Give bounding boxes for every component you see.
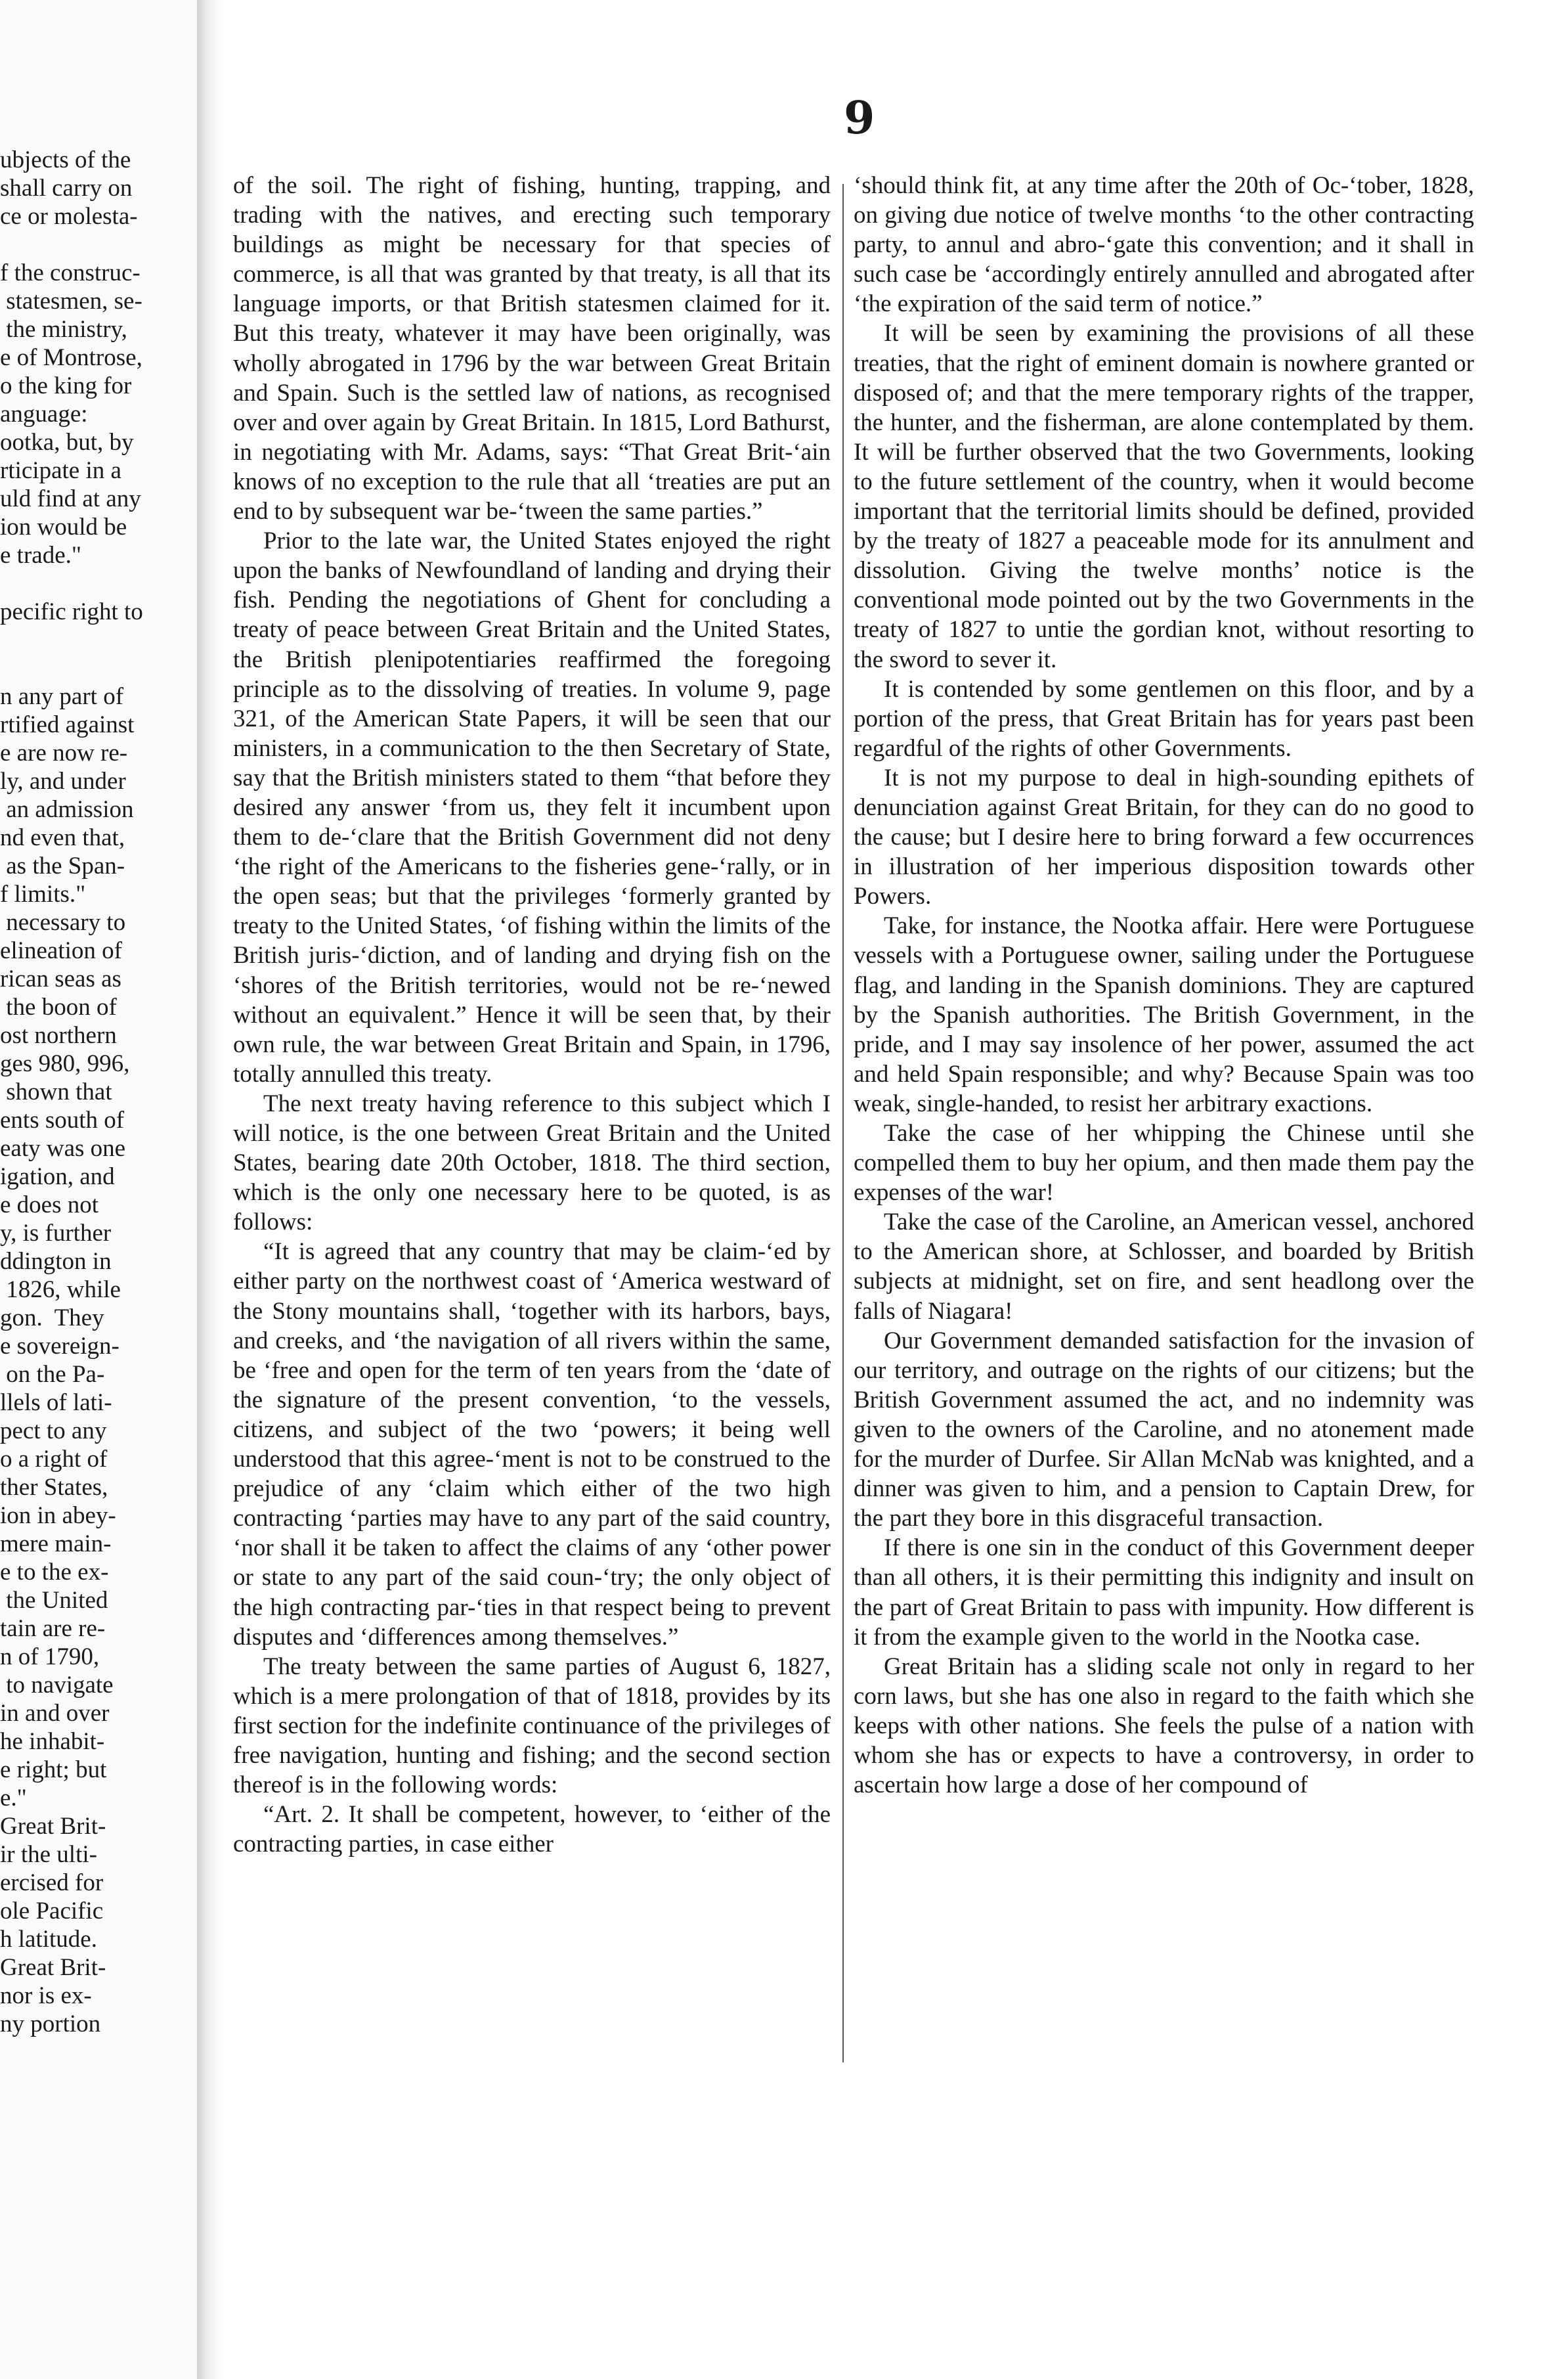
paragraph: Take the case of her whipping the Chinese until she compelled them to buy her opium, and then made them pay the expenses of the war! (854, 1120, 1474, 1207)
facing-page-line: eaty was one (0, 1135, 126, 1162)
facing-page-line: rticipate in a (0, 457, 121, 484)
facing-page-line: llels of lati- (0, 1389, 112, 1416)
text-column-left (233, 171, 831, 1859)
paragraph: “It is agreed that any country that may be claim-‘ed by either party on the northwest coast of ‘America westward of the Stony mountains shall, ‘together with its harbors, bays, and creeks, and ‘the navigation of all rivers within the same, be ‘free and open for the term of ten years from the ‘date of the signature of the present convention, ‘to the vessels, citizens, and subject of the two ‘powers; it being well understood that this agree-‘ment is not to be construed to the prejudice of any ‘claim which either of the two high contracting ‘parties may have to any part of the said country, ‘nor shall it be taken to affect the claims of any ‘other power or state to any part of the said coun-‘try; the only object of the high contracting par-‘ties in that respect being to prevent disputes and ‘differences among themselves.” (233, 1238, 831, 1651)
facing-page-line: as the Span- (0, 853, 125, 879)
facing-page-line: ion in abey- (0, 1502, 116, 1529)
facing-page-line: ly, and under (0, 768, 126, 795)
facing-page-line: ir the ulti- (0, 1841, 97, 1868)
facing-page-line: anguage: (0, 401, 88, 428)
facing-page-line: y, is further (0, 1220, 112, 1247)
page-number: 9 (844, 92, 875, 145)
paragraph: Take, for instance, the Nootka affair. Here were Portuguese vessels with a Portuguese owner, sailing under the Portuguese flag, and landing in the Spanish dominions. They are captured by the Spanish authorities. The British Government, in the pride, and I may say insolence of her power, assumed the act and held Spain responsible; and why? Because Spain was too weak, single-handed, to resist her arbitrary exactions. (854, 912, 1474, 1117)
facing-page-line: Great Brit- (0, 1813, 106, 1840)
facing-page-line: e of Montrose, (0, 344, 142, 371)
facing-page-line: ents south of (0, 1107, 125, 1134)
facing-page-line: rican seas as (0, 966, 121, 992)
facing-page-line: ost northern (0, 1022, 117, 1049)
facing-page-line: n any part of (0, 683, 124, 710)
facing-page-line: Great Brit- (0, 1954, 106, 1981)
facing-page-line: rtified against (0, 711, 135, 738)
facing-page-line: mere main- (0, 1530, 112, 1557)
facing-page-text (0, 146, 192, 2038)
column-divider (842, 184, 844, 2062)
facing-page-line: ny portion (0, 2011, 101, 2037)
paragraph: Prior to the late war, the United States enjoyed the right upon the banks of Newfoundland of landing and drying their fish. Pending the negotiations of Ghent for concluding a treaty of peace between Great Britain and the United States, the British plenipotentiaries reaffirmed the foregoing principle as to the dissolving of treaties. In volume 9, page 321, of the American State Papers, it will be seen that our ministers, in a communication to the then Secretary of State, say that the British ministers stated to them “that before they desired any answer ‘from us, they felt it incumbent upon them to de-‘clare that the British Government did not deny ‘the right of the Americans to the fisheries gene-‘rally, or in the open seas; but that the privileges ‘formerly granted by treaty to the United States, ‘of fishing within the limits of the British juris-‘diction, and of landing and drying fish on the ‘shores of the British territories, would not be re-‘newed without an equivalent.” Hence it will be seen that, by their own rule, the war between Great Britain and Spain, in 1796, totally annulled this treaty. (233, 527, 831, 1088)
facing-page-line: elineation of (0, 937, 122, 964)
facing-page-line: ges 980, 996, (0, 1050, 130, 1077)
facing-page-line: ce or molesta- (0, 203, 138, 230)
paragraph: If there is one sin in the conduct of this Government deeper than all others, it is their permitting this indignity and insult on the part of Great Britain to pass with impunity. How different is it from the example given to the world in the Nootka case. (854, 1534, 1474, 1651)
facing-page-line: statesmen, se- (0, 288, 142, 315)
facing-page-line: ootka, but, by (0, 429, 134, 456)
paragraph: Take the case of the Caroline, an American vessel, anchored to the American shore, at Schlosser, and boarded by British subjects at midnight, set on fire, and sent headlong over the falls of Niagara! (854, 1209, 1474, 1325)
facing-page-line (0, 626, 192, 654)
facing-page-line: to navigate (0, 1672, 114, 1699)
facing-page-line: on the Pa- (0, 1361, 105, 1388)
facing-page-line: f the construc- (0, 259, 141, 286)
facing-page-line: ubjects of the (0, 146, 131, 173)
paragraph: It is contended by some gentlemen on this floor, and by a portion of the press, that Great Britain has for years past been regardful of the rights of other Governments. (854, 675, 1474, 762)
facing-page-line: the boon of (0, 994, 117, 1021)
facing-page-line: ercised for (0, 1869, 104, 1896)
facing-page-line: igation, and (0, 1163, 115, 1190)
facing-page-line: shown that (0, 1078, 112, 1105)
facing-page-line: e." (0, 1785, 27, 1812)
facing-page-line (0, 654, 192, 682)
facing-page-line: an admission (0, 796, 134, 823)
facing-page-line (0, 569, 192, 598)
facing-page-line: uld find at any (0, 485, 141, 512)
facing-page-line: nor is ex- (0, 1982, 92, 2009)
facing-page-line: ion would be (0, 514, 127, 541)
facing-page-line: nd even that, (0, 824, 125, 851)
paragraph: It is not my purpose to deal in high-sounding epithets of denunciation against Great Britain, for they can do no good to the cause; but I desire here to bring forward a few occurrences in illustration of her imperious disposition towards other Powers. (854, 764, 1474, 910)
facing-page-line: he inhabit- (0, 1728, 105, 1755)
facing-page-line: n of 1790, (0, 1643, 100, 1670)
text-column-right (854, 171, 1474, 1800)
facing-page-line: e to the ex- (0, 1559, 109, 1586)
facing-page-line: the United (0, 1587, 108, 1614)
paragraph: The treaty between the same parties of August 6, 1827, which is a mere prolongation of that of 1818, provides by its first section for the indefinite continuance of the privileges of free navigation, hunting and fishing; and the second section thereof is in the following words: (233, 1653, 831, 1799)
facing-page (0, 0, 197, 2379)
paragraph: Our Government demanded satisfaction for the invasion of our territory, and outrage on the rights of our citizens; but the British Government assumed the act, and no indemnity was given to the owners of the Caroline, and no atonement made for the murder of Durfee. Sir Allan McNab was knighted, and a dinner was given to him, and a pension to Captain Drew, for the part they bore in this disgraceful transaction. (854, 1327, 1474, 1532)
paragraph: The next treaty having reference to this subject which I will notice, is the one between Great Britain and the United States, bearing date 20th October, 1818. The third section, which is the only one necessary here to be quoted, is as follows: (233, 1090, 831, 1236)
facing-page-line: e does not (0, 1191, 99, 1218)
facing-page-line: e sovereign- (0, 1333, 120, 1360)
facing-page-line: 1826, while (0, 1276, 121, 1303)
facing-page-line: ddington in (0, 1248, 112, 1275)
facing-page-line: e right; but (0, 1756, 107, 1783)
facing-page-line: the ministry, (0, 316, 127, 343)
book-gutter (197, 0, 225, 2379)
facing-page-line: shall carry on (0, 175, 133, 202)
facing-page-line: in and over (0, 1700, 110, 1727)
facing-page-line: h latitude. (0, 1926, 97, 1953)
facing-page-line: gon. They (0, 1304, 104, 1331)
facing-page-line: ther States, (0, 1474, 108, 1501)
paragraph: ‘should think fit, at any time after the 20th of Oc-‘tober, 1828, on giving due notice of twelve months ‘to the other contracting party, to annul and abro-‘gate this convention; and it shall in such case be ‘accordingly entirely annulled and abrogated after ‘the expiration of the said term of notice.” (854, 172, 1474, 318)
facing-page-line: ole Pacific (0, 1898, 104, 1924)
paragraph: It will be seen by examining the provisions of all these treaties, that the right of eminent domain is nowhere granted or disposed of; and that the mere temporary rights of the trapper, the hunter, and the fisherman, are alone contemplated by them. It will be further observed that the two Governments, looking to the future settlement of the country, when it would become important that the territorial limits should be defined, provided by the treaty of 1827 a peaceable mode for its annulment and dissolution. Giving the twelve months’ notice is the conventional mode pointed out by the two Governments in the treaty of 1827 to untie the gordian knot, without resorting to the sword to sever it. (854, 320, 1474, 673)
paragraph: Great Britain has a sliding scale not only in regard to her corn laws, but she has one also in regard to the faith which she keeps with other nations. She feels the pulse of a nation with whom she has or expects to have a controversy, in order to ascertain how large a dose of her compound of (854, 1653, 1474, 1799)
facing-page-line: pect to any (0, 1417, 107, 1444)
facing-page-line: pecific right to (0, 598, 143, 625)
facing-page-line: e trade." (0, 542, 81, 569)
facing-page-line (0, 231, 192, 259)
facing-page-line: o the king for (0, 372, 132, 399)
facing-page-line: o a right of (0, 1446, 108, 1473)
paragraph: “Art. 2. It shall be competent, however, to ‘either of the contracting parties, in case either (233, 1801, 831, 1858)
facing-page-line: necessary to (0, 909, 126, 936)
paragraph: of the soil. The right of fishing, hunting, trapping, and trading with the natives, and erecting such temporary buildings as might be necessary for that species of commerce, is all that was granted by that treaty, is all that its language imports, or that British statesmen claimed for it. But this treaty, whatever it may have been originally, was wholly abrogated in 1796 by the war between Great Britain and Spain. Such is the settled law of nations, as recognised over and over again by Great Britain. In 1815, Lord Bathurst, in negotiating with Mr. Adams, says: “That Great Brit-‘ain knows of no exception to the rule that all ‘treaties are put an end to by subsequent war be-‘tween the same parties.” (233, 172, 831, 525)
facing-page-line: f limits." (0, 881, 86, 908)
facing-page-line: tain are re- (0, 1615, 106, 1642)
facing-page-line: e are now re- (0, 740, 128, 767)
